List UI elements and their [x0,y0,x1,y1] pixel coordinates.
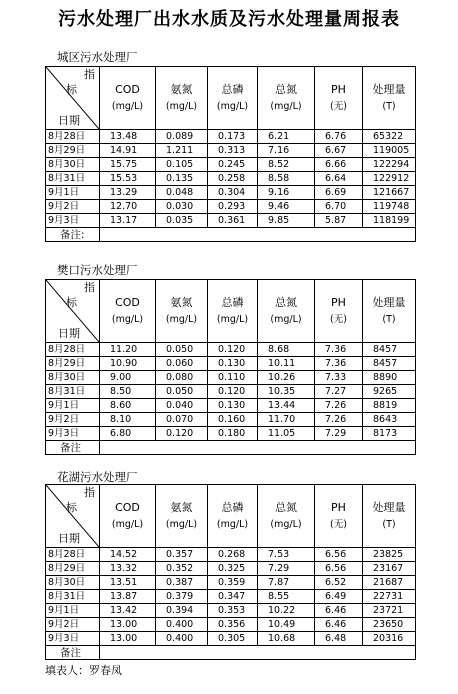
column-header-unit: (无) [330,101,347,112]
column-header [208,280,258,343]
column-header [100,280,156,343]
value-cell: 5.87 [315,214,363,228]
value-cell: 8890 [363,371,416,385]
value-cell: 10.49 [258,618,315,632]
column-header-unit: (mg/L) [270,314,302,325]
column-header-unit: (mg/L) [165,519,198,530]
value-cell: 13.00 [100,618,156,632]
value-cell: 6.56 [315,548,363,562]
value-cell: 0.325 [208,562,258,576]
value-cell: 6.46 [315,618,363,632]
value-cell: 20316 [363,632,416,646]
note-content [100,441,416,455]
value-cell: 13.42 [100,604,156,618]
value-cell: 6.21 [258,130,315,144]
column-header-name: 总磷 [221,501,244,514]
note-row [46,441,416,455]
column-header-name: COD [115,296,140,309]
value-cell: 0.120 [156,427,208,441]
value-cell: 0.089 [156,130,208,144]
value-cell: 7.53 [258,548,315,562]
value-cell: 7.87 [258,576,315,590]
diagonal-header-cell [46,280,100,343]
date-cell: 8月30日 [46,576,100,590]
value-cell: 14.52 [100,548,156,562]
column-header [100,67,156,130]
value-cell: 0.356 [208,618,258,632]
column-header [100,485,156,548]
value-cell: 0.130 [208,399,258,413]
value-cell: 0.305 [208,632,258,646]
value-cell: 0.400 [156,618,208,632]
value-cell: 22731 [363,590,416,604]
value-cell: 7.36 [315,343,363,357]
note-row [46,646,416,660]
date-cell: 9月2日 [46,200,100,214]
report-table-huahu [45,484,416,660]
value-cell: 13.44 [258,399,315,413]
table-header-row [46,67,416,130]
value-cell: 7.36 [315,357,363,371]
value-cell: 11.05 [258,427,315,441]
value-cell: 10.26 [258,371,315,385]
table-row [46,130,416,144]
column-header-unit: (无) [330,519,347,530]
value-cell: 10.90 [100,357,156,371]
value-cell: 12.70 [100,200,156,214]
value-cell: 9.16 [258,186,315,200]
note-content [100,228,416,242]
column-header-unit: (mg/L) [270,519,302,530]
header-biao: 标 [66,501,77,514]
column-header [156,485,208,548]
value-cell: 13.48 [100,130,156,144]
value-cell: 0.060 [156,357,208,371]
value-cell: 121667 [363,186,416,200]
value-cell: 13.32 [100,562,156,576]
value-cell: 119005 [363,144,416,158]
value-cell: 6.80 [100,427,156,441]
column-header-unit: (mg/L) [216,101,249,112]
value-cell: 0.357 [156,548,208,562]
value-cell: 7.26 [315,399,363,413]
table-row [46,590,416,604]
date-cell: 8月31日 [46,385,100,399]
value-cell: 13.51 [100,576,156,590]
column-header [208,485,258,548]
value-cell: 6.70 [315,200,363,214]
value-cell: 6.66 [315,158,363,172]
column-header [363,485,416,548]
column-header [156,67,208,130]
value-cell: 0.359 [208,576,258,590]
value-cell: 0.304 [208,186,258,200]
table-row [46,385,416,399]
value-cell: 0.048 [156,186,208,200]
date-cell: 8月30日 [46,158,100,172]
table-row [46,186,416,200]
column-header-name: 总氮 [275,296,297,309]
value-cell: 7.29 [315,427,363,441]
column-header-name: 处理量 [372,296,406,309]
column-header-name: 氨氮 [170,296,193,309]
value-cell: 122912 [363,172,416,186]
value-cell: 8.10 [100,413,156,427]
diagonal-header-cell [46,485,100,548]
value-cell: 10.11 [258,357,315,371]
header-date: 日期 [58,532,80,545]
value-cell: 8.58 [258,172,315,186]
value-cell: 23721 [363,604,416,618]
column-header [156,280,208,343]
table-row [46,144,416,158]
column-header-unit: (mg/L) [216,314,249,325]
column-header [258,280,315,343]
value-cell: 6.64 [315,172,363,186]
filler-name: 填表人：罗春凤 [45,664,122,677]
value-cell: 8457 [363,357,416,371]
value-cell: 6.46 [315,604,363,618]
value-cell: 8643 [363,413,416,427]
column-header-name: PH [331,501,346,514]
value-cell: 0.180 [208,427,258,441]
value-cell: 10.68 [258,632,315,646]
date-cell: 8月31日 [46,590,100,604]
table-row [46,200,416,214]
column-header-name: 处理量 [372,501,406,514]
column-header-name: COD [115,83,140,96]
value-cell: 10.35 [258,385,315,399]
date-cell: 8月29日 [46,144,100,158]
column-header [208,67,258,130]
value-cell: 0.313 [208,144,258,158]
header-zhi: 指 [84,486,95,499]
value-cell: 10.22 [258,604,315,618]
table-row [46,604,416,618]
value-cell: 6.56 [315,562,363,576]
column-header-unit: (mg/L) [165,314,198,325]
table-header-row [46,280,416,343]
column-header-name: 总磷 [221,296,244,309]
header-biao: 标 [66,296,77,309]
date-cell: 8月29日 [46,562,100,576]
value-cell: 13.29 [100,186,156,200]
date-cell: 9月3日 [46,427,100,441]
value-cell: 122294 [363,158,416,172]
section-title-chengqu: 城区污水处理厂 [57,50,138,64]
value-cell: 0.030 [156,200,208,214]
value-cell: 65322 [363,130,416,144]
value-cell: 13.00 [100,632,156,646]
value-cell: 8.60 [100,399,156,413]
column-header [315,280,363,343]
date-cell: 8月28日 [46,343,100,357]
value-cell: 0.080 [156,371,208,385]
value-cell: 0.353 [208,604,258,618]
column-header-name: COD [115,501,140,514]
table-row [46,413,416,427]
value-cell: 0.040 [156,399,208,413]
header-date: 日期 [58,327,80,340]
value-cell: 0.070 [156,413,208,427]
column-header-name: PH [331,83,346,96]
value-cell: 0.050 [156,385,208,399]
column-header-unit: (mg/L) [270,101,302,112]
column-header-unit: (mg/L) [111,519,144,530]
value-cell: 0.160 [208,413,258,427]
value-cell: 0.120 [208,343,258,357]
value-cell: 9.00 [100,371,156,385]
date-cell: 8月29日 [46,357,100,371]
table-row [46,632,416,646]
column-header-name: 总氮 [275,501,297,514]
note-row [46,228,416,242]
value-cell: 0.394 [156,604,208,618]
value-cell: 0.130 [208,357,258,371]
value-cell: 0.173 [208,130,258,144]
table-row [46,343,416,357]
table-row [46,618,416,632]
column-header-unit: (T) [382,101,396,112]
value-cell: 8457 [363,343,416,357]
column-header-name: 处理量 [372,83,406,96]
column-header-name: 氨氮 [170,501,193,514]
value-cell: 9.46 [258,200,315,214]
column-header [315,485,363,548]
column-header-unit: (T) [382,314,396,325]
value-cell: 14.91 [100,144,156,158]
value-cell: 8.50 [100,385,156,399]
value-cell: 21687 [363,576,416,590]
value-cell: 0.245 [208,158,258,172]
value-cell: 118199 [363,214,416,228]
column-header-name: 氨氮 [170,83,193,96]
value-cell: 0.268 [208,548,258,562]
table-row [46,427,416,441]
report-table-fankou [45,279,416,455]
value-cell: 0.361 [208,214,258,228]
table-row [46,158,416,172]
date-cell: 8月28日 [46,130,100,144]
column-header-unit: (mg/L) [111,314,144,325]
table-row [46,357,416,371]
value-cell: 0.050 [156,343,208,357]
value-cell: 0.105 [156,158,208,172]
value-cell: 8.55 [258,590,315,604]
header-date: 日期 [58,114,80,127]
value-cell: 23167 [363,562,416,576]
column-header [258,67,315,130]
value-cell: 6.48 [315,632,363,646]
date-cell: 8月28日 [46,548,100,562]
value-cell: 0.379 [156,590,208,604]
column-header-name: 总氮 [275,83,297,96]
note-label: 备注: [46,228,100,242]
value-cell: 11.20 [100,343,156,357]
date-cell: 9月2日 [46,618,100,632]
date-cell: 9月3日 [46,214,100,228]
column-header-unit: (T) [382,519,396,530]
value-cell: 0.400 [156,632,208,646]
value-cell: 6.52 [315,576,363,590]
table-row [46,172,416,186]
value-cell: 0.135 [156,172,208,186]
column-header [363,280,416,343]
value-cell: 6.67 [315,144,363,158]
value-cell: 1.211 [156,144,208,158]
value-cell: 6.76 [315,130,363,144]
table-row [46,214,416,228]
value-cell: 7.16 [258,144,315,158]
value-cell: 0.387 [156,576,208,590]
value-cell: 8.68 [258,343,315,357]
column-header-unit: (mg/L) [216,519,249,530]
value-cell: 15.75 [100,158,156,172]
value-cell: 7.26 [315,413,363,427]
date-cell: 8月30日 [46,371,100,385]
value-cell: 9265 [363,385,416,399]
date-cell: 9月2日 [46,413,100,427]
column-header-unit: (无) [330,314,347,325]
column-header [315,67,363,130]
note-content [100,646,416,660]
report-table-chengqu [45,66,416,242]
page-title: 污水处理厂出水水质及污水处理量周报表 [58,9,400,30]
date-cell: 9月1日 [46,399,100,413]
column-header-unit: (mg/L) [165,101,198,112]
header-zhi: 指 [84,68,95,81]
value-cell: 6.49 [315,590,363,604]
value-cell: 23825 [363,548,416,562]
value-cell: 8173 [363,427,416,441]
value-cell: 9.85 [258,214,315,228]
date-cell: 9月1日 [46,186,100,200]
value-cell: 13.17 [100,214,156,228]
column-header-name: 总磷 [221,83,244,96]
column-header-unit: (mg/L) [111,101,144,112]
column-header-name: PH [331,296,346,309]
value-cell: 0.352 [156,562,208,576]
section-title-fankou: 樊口污水处理厂 [57,263,138,277]
value-cell: 0.293 [208,200,258,214]
table-row [46,576,416,590]
value-cell: 7.29 [258,562,315,576]
date-cell: 8月31日 [46,172,100,186]
column-header [258,485,315,548]
table-row [46,371,416,385]
table-row [46,562,416,576]
date-cell: 9月3日 [46,632,100,646]
value-cell: 0.120 [208,385,258,399]
column-header [363,67,416,130]
section-title-huahu: 花湖污水处理厂 [57,470,138,484]
date-cell: 9月1日 [46,604,100,618]
diagonal-header-cell [46,67,100,130]
value-cell: 0.035 [156,214,208,228]
value-cell: 7.27 [315,385,363,399]
value-cell: 15.53 [100,172,156,186]
value-cell: 6.69 [315,186,363,200]
note-label: 备注 [46,441,100,455]
value-cell: 8819 [363,399,416,413]
value-cell: 8.52 [258,158,315,172]
note-label: 备注 [46,646,100,660]
value-cell: 0.347 [208,590,258,604]
value-cell: 119748 [363,200,416,214]
value-cell: 23650 [363,618,416,632]
value-cell: 11.70 [258,413,315,427]
value-cell: 0.258 [208,172,258,186]
header-biao: 标 [66,83,77,96]
table-header-row [46,485,416,548]
header-zhi: 指 [84,281,95,294]
value-cell: 0.110 [208,371,258,385]
table-row [46,399,416,413]
table-row [46,548,416,562]
value-cell: 7.33 [315,371,363,385]
value-cell: 13.87 [100,590,156,604]
